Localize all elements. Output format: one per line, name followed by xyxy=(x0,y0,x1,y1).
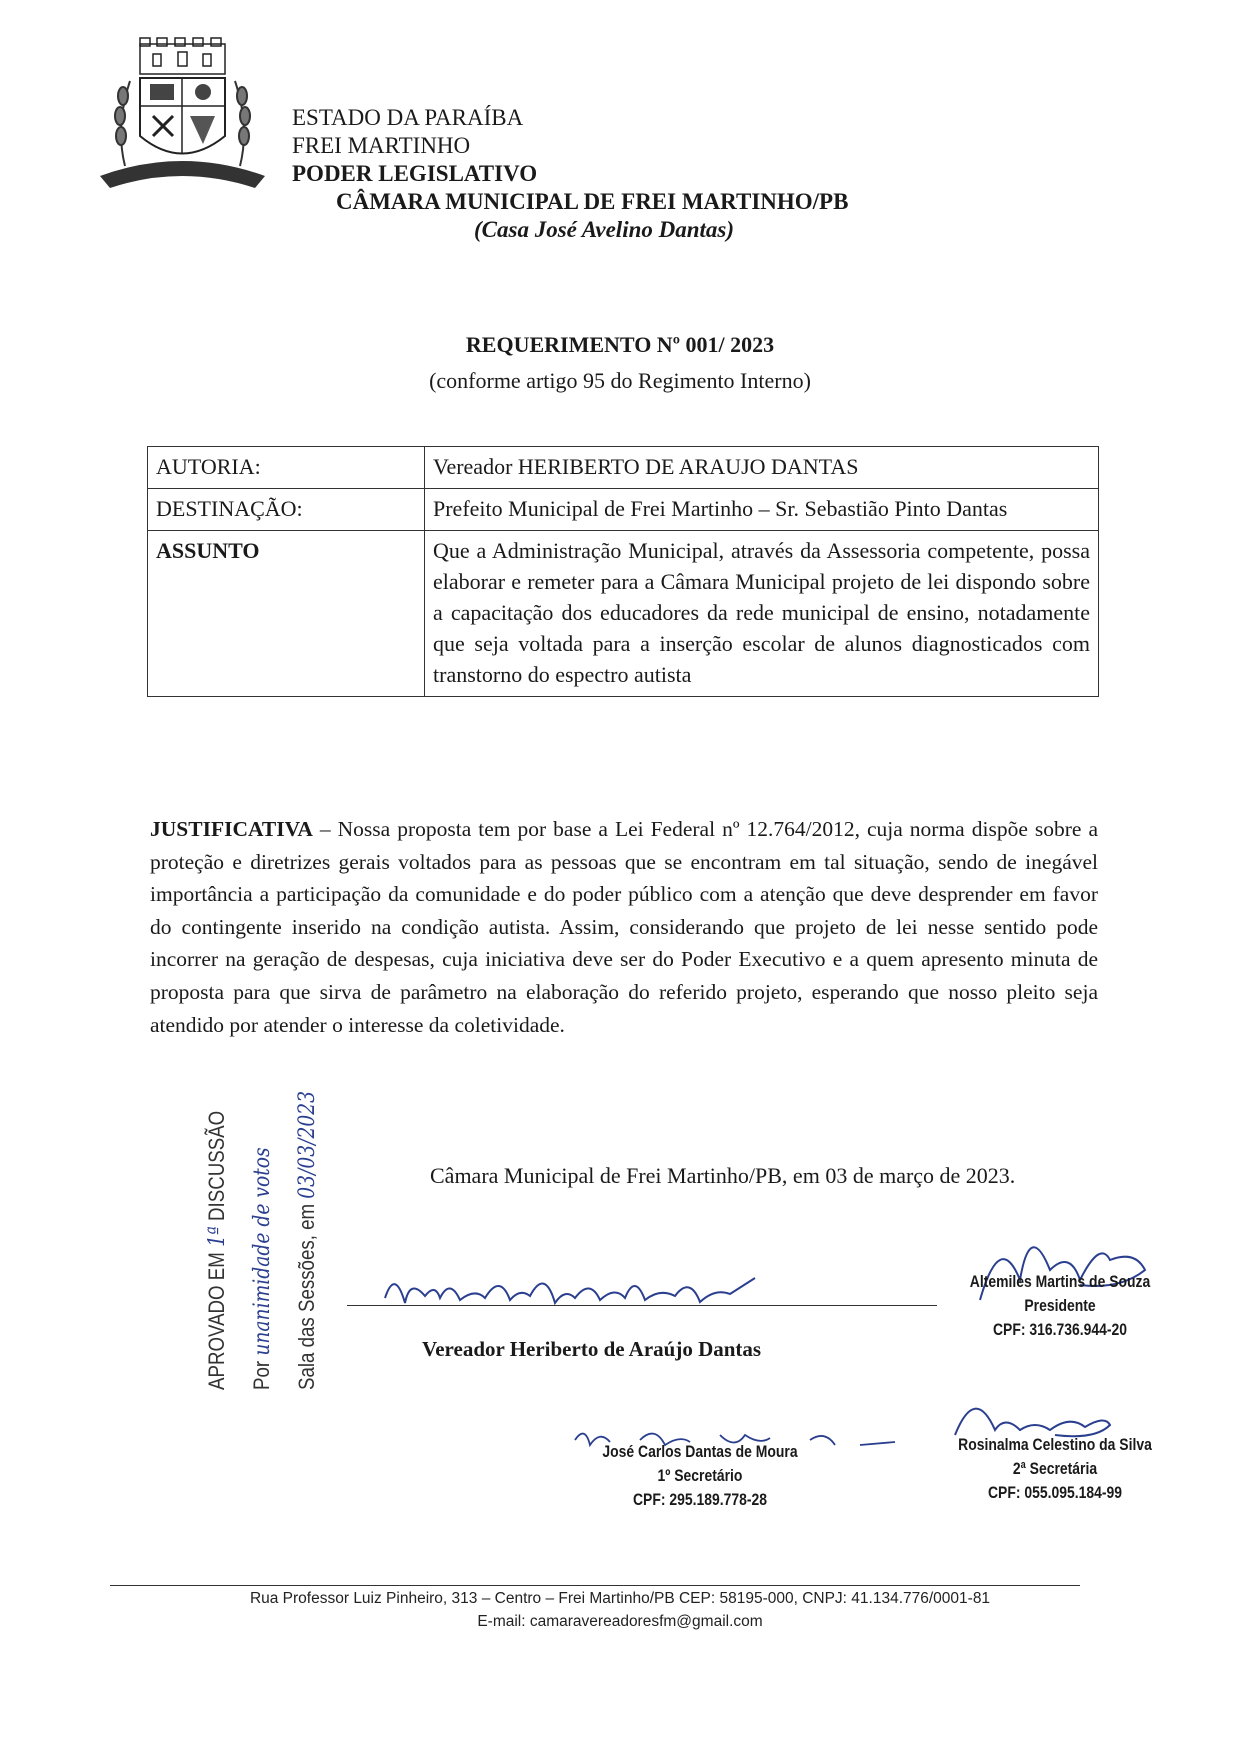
justification-label: JUSTIFICATIVA xyxy=(150,817,313,841)
subject-label: ASSUNTO xyxy=(148,531,425,697)
date-line: Câmara Municipal de Frei Martinho/PB, em 03 de março de 2023. xyxy=(430,1163,1016,1188)
header-city: FREI MARTINHO xyxy=(292,133,471,158)
secretary1-role: 1º Secretário xyxy=(657,1466,743,1485)
president-name: Altemiles Martins de Souza xyxy=(969,1272,1151,1291)
secretary2-name: Rosinalma Celestino da Silva xyxy=(958,1435,1152,1454)
header-chamber: CÂMARA MUNICIPAL DE FREI MARTINHO/PB xyxy=(336,189,849,214)
request-info-table xyxy=(147,446,1099,697)
author-signature-icon xyxy=(380,1258,760,1318)
footer-email: E-mail: camaravereadoresfm@gmail.com xyxy=(477,1613,763,1630)
footer-address: Rua Professor Luiz Pinheiro, 313 – Centro – Frei Martinho/PB CEP: 58195-000, CNPJ: 41.134.776/0001-81 xyxy=(249,1590,991,1607)
approval-session-date: 03/03/2023 xyxy=(295,1090,320,1199)
approval-discussion-value: 1ª xyxy=(205,1226,230,1247)
secretary2-role: 2ª Secretária xyxy=(1012,1459,1098,1478)
author-signature-line xyxy=(347,1305,937,1306)
approval-session-label: Sala das Sessões, em xyxy=(294,1203,319,1390)
table-row xyxy=(148,531,1099,697)
destination-label: DESTINAÇÃO: xyxy=(148,489,425,531)
secretary1-stamp xyxy=(593,1440,806,1512)
header-branch: PODER LEGISLATIVO xyxy=(292,161,538,186)
secretary1-name: José Carlos Dantas de Moura xyxy=(602,1442,798,1461)
president-stamp xyxy=(945,1270,1175,1342)
destination-value: Prefeito Municipal de Frei Martinho – Sr. Sebastião Pinto Dantas xyxy=(425,489,1099,531)
authorship-label: AUTORIA: xyxy=(148,447,425,489)
approval-session-line xyxy=(285,1090,330,1390)
header-state: ESTADO DA PARAÍBA xyxy=(292,105,524,130)
authorship-value: Vereador HERIBERTO DE ARAUJO DANTAS xyxy=(425,447,1099,489)
justification-text: – Nossa proposta tem por base a Lei Federal nº 12.764/2012, cuja norma dispõe sobre a proteção e diretrizes gerais voltados para as pessoas que se encontram em tal situação, sendo de inegável importância a participação da comunidade e do poder público com a atenção que deve desprender em favor do contingente inserido na condição autista. Assim, considerando que projeto de lei nesse sentido pode incorrer na geração de despesas, cuja iniciativa deve ser do Poder Executivo e a quem apresento minuta de proposta para que sirva de parâmetro na elaboração do referido projeto, esperando que nosso pleito seja atendido por atender o interesse da coletividade. xyxy=(150,817,1098,1037)
subject-value: Que a Administração Municipal, através da Assessoria competente, possa elaborar e remeter para a Câmara Municipal projeto de lei dispondo sobre a capacitação dos educadores da rede municipal de ensino, notadamente que seja voltada para a inserção escolar de alunos diagnosticados com transtorno do espectro autista xyxy=(425,531,1099,697)
document-subtitle: (conforme artigo 95 do Regimento Interno) xyxy=(429,368,811,393)
secretary1-cpf: CPF: 295.189.778-28 xyxy=(632,1490,768,1509)
header-house: (Casa José Avelino Dantas) xyxy=(474,217,735,242)
approval-vote-value: unanimidade de votos xyxy=(250,1147,275,1356)
president-role: Presidente xyxy=(1024,1296,1096,1315)
approval-vote-label: Por xyxy=(249,1360,274,1390)
table-row xyxy=(148,489,1099,531)
approval-vote-line xyxy=(240,1135,285,1390)
footer-divider xyxy=(110,1585,1080,1586)
table-row xyxy=(148,447,1099,489)
secretary2-stamp xyxy=(944,1433,1165,1505)
document-title: REQUERIMENTO Nº 001/ 2023 xyxy=(465,332,775,357)
approval-discussion-label: DISCUSSÃO xyxy=(204,1110,229,1221)
secretary2-cpf: CPF: 055.095.184-99 xyxy=(987,1483,1123,1502)
president-cpf: CPF: 316.736.944-20 xyxy=(992,1320,1128,1339)
author-name: Vereador Heriberto de Araújo Dantas xyxy=(422,1337,762,1361)
approval-label: APROVADO EM xyxy=(204,1252,229,1390)
municipal-coat-of-arms-icon xyxy=(95,36,270,196)
justification-paragraph xyxy=(150,813,1098,1041)
approval-discussion-line xyxy=(195,1110,240,1390)
approval-stamp xyxy=(195,1090,345,1390)
